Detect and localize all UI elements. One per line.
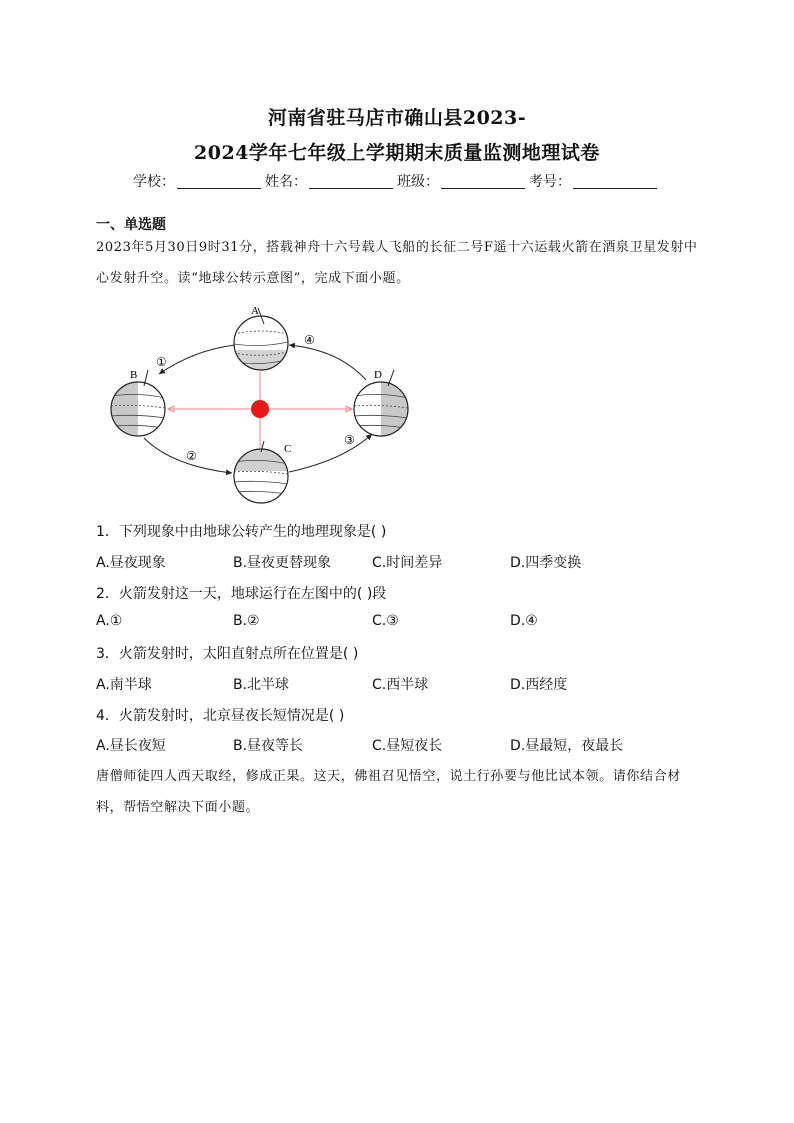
q1-option-a[interactable]: A.昼夜现象 <box>96 555 166 571</box>
label-d: D <box>374 369 382 381</box>
q4-option-b[interactable]: B.昼夜等长 <box>233 738 304 754</box>
q1-option-b[interactable]: B.昼夜更替现象 <box>233 555 332 571</box>
q2-option-b[interactable]: B.② <box>233 613 260 629</box>
q1-option-c[interactable]: C.时间差异 <box>372 555 443 571</box>
segment-label-2: ② <box>186 449 197 463</box>
earth-position-c <box>234 441 288 503</box>
segment-label-3: ③ <box>344 433 355 447</box>
q1-option-d[interactable]: D.四季变换 <box>510 555 582 571</box>
q2-option-a[interactable]: A.① <box>96 613 123 629</box>
segment-label-4: ④ <box>304 333 315 347</box>
exam-title-line2: 2024学年七年级上学期期末质量监测地理试卷 <box>194 142 600 164</box>
exam-no-blank[interactable] <box>573 173 657 189</box>
q4-option-d[interactable]: D.昼最短，夜最长 <box>510 738 624 754</box>
earth-position-b <box>111 370 165 436</box>
school-label: 学校： <box>133 174 175 190</box>
q4-option-a[interactable]: A.昼长夜短 <box>96 738 166 754</box>
class-label: 班级： <box>397 174 439 190</box>
q3-option-b[interactable]: B.北半球 <box>233 677 290 693</box>
orbit-arc-1 <box>159 345 235 374</box>
question-1: 1．下列现象中由地球公转产生的地理现象是( ) <box>96 524 387 540</box>
sun-icon <box>251 400 269 418</box>
label-b: B <box>130 369 138 381</box>
class-blank[interactable] <box>441 173 525 189</box>
q3-option-d[interactable]: D.西经度 <box>510 677 568 693</box>
student-info-row <box>0 171 794 191</box>
q2-option-c[interactable]: C.③ <box>372 613 399 629</box>
earth-orbit-diagram <box>104 300 420 510</box>
closing-paragraph: 唐僧师徒四人西天取经，修成正果。这天，佛祖召见悟空，说土行孙要与他比试本领。请你结合材料，帮悟空解决下面小题。 <box>96 769 681 815</box>
orbit-arc-3 <box>289 434 372 472</box>
segment-label-1: ① <box>156 355 167 369</box>
q2-option-d[interactable]: D.④ <box>510 613 538 629</box>
q4-option-c[interactable]: C.昼短夜长 <box>372 738 443 754</box>
question-2: 2．火箭发射这一天，地球运行在左图中的( )段 <box>96 586 387 602</box>
exam-no-label: 考号： <box>529 174 571 190</box>
q3-option-a[interactable]: A.南半球 <box>96 677 152 693</box>
intro-paragraph: 2023年5月30日9时31分，搭载神舟十六号载人飞船的长征二号F遥十六运载火箭在酒泉卫星发射中心发射升空。读“地球公转示意图”，完成下面小题。 <box>96 240 698 286</box>
school-blank[interactable] <box>177 173 261 189</box>
orbit-arc-4 <box>289 345 366 380</box>
question-3: 3．火箭发射时，太阳直射点所在位置是( ) <box>96 646 359 662</box>
section-heading: 一、单选题 <box>96 217 166 233</box>
name-label: 姓名： <box>265 174 307 190</box>
exam-title-line1: 河南省驻马店市确山县2023- <box>267 107 527 129</box>
question-4: 4．火箭发射时，北京昼夜长短情况是( ) <box>96 708 345 724</box>
q3-option-c[interactable]: C.西半球 <box>372 677 429 693</box>
name-blank[interactable] <box>309 173 393 189</box>
label-a: A <box>251 305 259 317</box>
earth-position-a <box>234 308 288 375</box>
label-c: C <box>284 443 292 455</box>
